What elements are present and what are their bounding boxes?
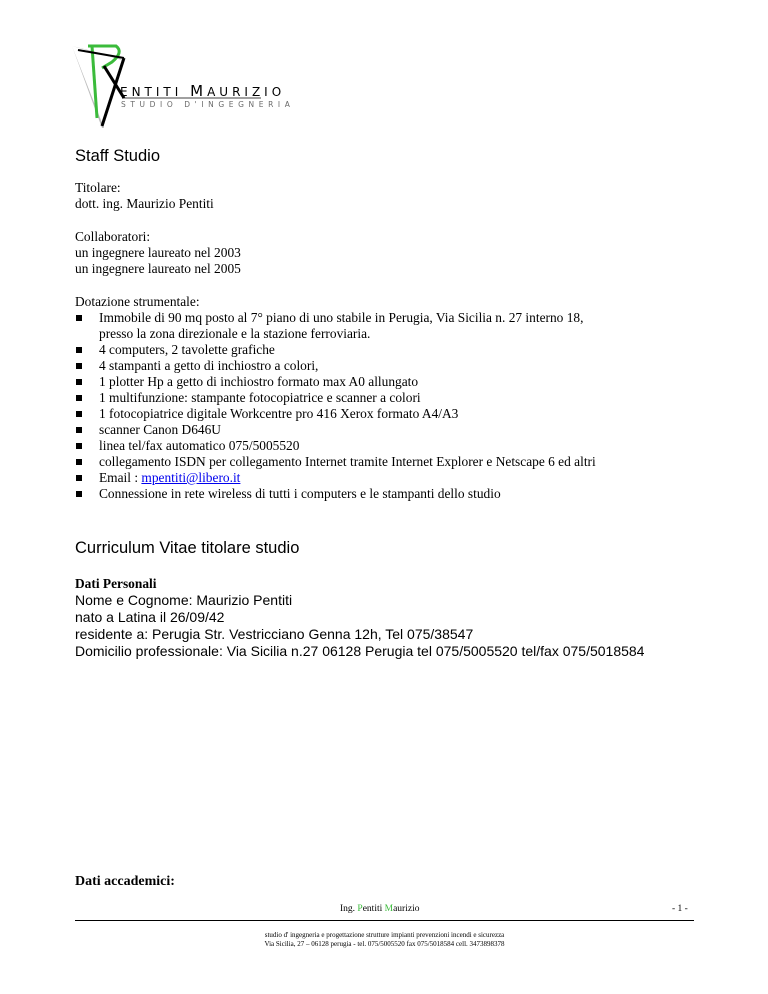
page-number: - 1 - <box>672 904 688 914</box>
logo-subtitle: STUDIO D'INGEGNERIA <box>121 100 295 109</box>
list-item: 4 stampanti a getto di inchiostro a colori, <box>75 358 596 374</box>
cv-line: Domicilio professionale: Via Sicilia n.27 06128 Perugia tel 075/5005520 tel/fax 075/5018584 <box>75 643 645 659</box>
footer-line-1: studio d' ingegneria e progettazione strutture impianti prevenzioni incendi e sicurezza <box>264 931 505 939</box>
list-item: 1 plotter Hp a getto di inchiostro formato max A0 allungato <box>75 374 596 390</box>
list-item: collegamento ISDN per collegamento Internet tramite Internet Explorer e Netscape 6 ed altri <box>75 454 596 470</box>
equipment-list <box>75 310 596 502</box>
footer-line-2: Via Sicilia, 27 – 06128 perugia - tel. 075/5005520 fax 075/5018584 cell. 3473898378 <box>264 940 505 948</box>
footer-rule <box>75 920 694 921</box>
cv-line: residente a: Perugia Str. Vestricciano Genna 12h, Tel 075/38547 <box>75 626 474 642</box>
list-item: linea tel/fax automatico 075/5005520 <box>75 438 596 454</box>
staff-heading: Staff Studio <box>75 147 161 165</box>
personal-label: Dati Personali <box>75 576 157 591</box>
list-item-continuation: presso la zona direzionale e la stazione ferroviaria. <box>99 326 371 341</box>
titolare-name: dott. ing. Maurizio Pentiti <box>75 196 214 211</box>
logo-word1-rest: ENTITI <box>120 85 183 99</box>
cv-line: Nome e Cognome: Maurizio Pentiti <box>75 592 293 608</box>
footer-address <box>75 931 694 949</box>
list-item: Connessione in rete wireless di tutti i computers e le stampanti dello studio <box>75 486 596 502</box>
personal-details <box>75 592 675 660</box>
dotazione-label: Dotazione strumentale: <box>75 294 200 309</box>
collab-label: Collaboratori: <box>75 229 151 244</box>
collab-1: un ingegnere laureato nel 2003 <box>75 245 241 260</box>
list-item-email: Email : mpentiti@libero.it <box>75 470 596 486</box>
list-item: scanner Canon D646U <box>75 422 596 438</box>
titolare-label: Titolare: <box>75 180 121 195</box>
logo-word2-rest: AURIZIO <box>207 85 286 99</box>
logo-name <box>120 82 285 100</box>
list-item: 1 multifunzione: stampante fotocopiatrice e scanner a colori <box>75 390 596 406</box>
cv-line: nato a Latina il 26/09/42 <box>75 609 225 625</box>
list-item: 1 fotocopiatrice digitale Workcentre pro 416 Xerox formato A4/A3 <box>75 406 596 422</box>
collab-2: un ingegnere laureato nel 2005 <box>75 261 241 276</box>
logo-word2-initial: M <box>190 82 208 100</box>
list-item: Immobile di 90 mq posto al 7° piano di uno stabile in Perugia, Via Sicilia n. 27 interno 18, presso la zona direzionale e la stazione ferroviaria. <box>75 310 596 342</box>
email-link[interactable]: mpentiti@libero.it <box>141 470 241 485</box>
footer-name: Ing. Pentiti Maurizio <box>340 904 420 914</box>
academic-label: Dati accademici: <box>75 874 175 889</box>
cv-heading: Curriculum Vitae titolare studio <box>75 539 300 557</box>
list-item: 4 computers, 2 tavolette grafiche <box>75 342 596 358</box>
